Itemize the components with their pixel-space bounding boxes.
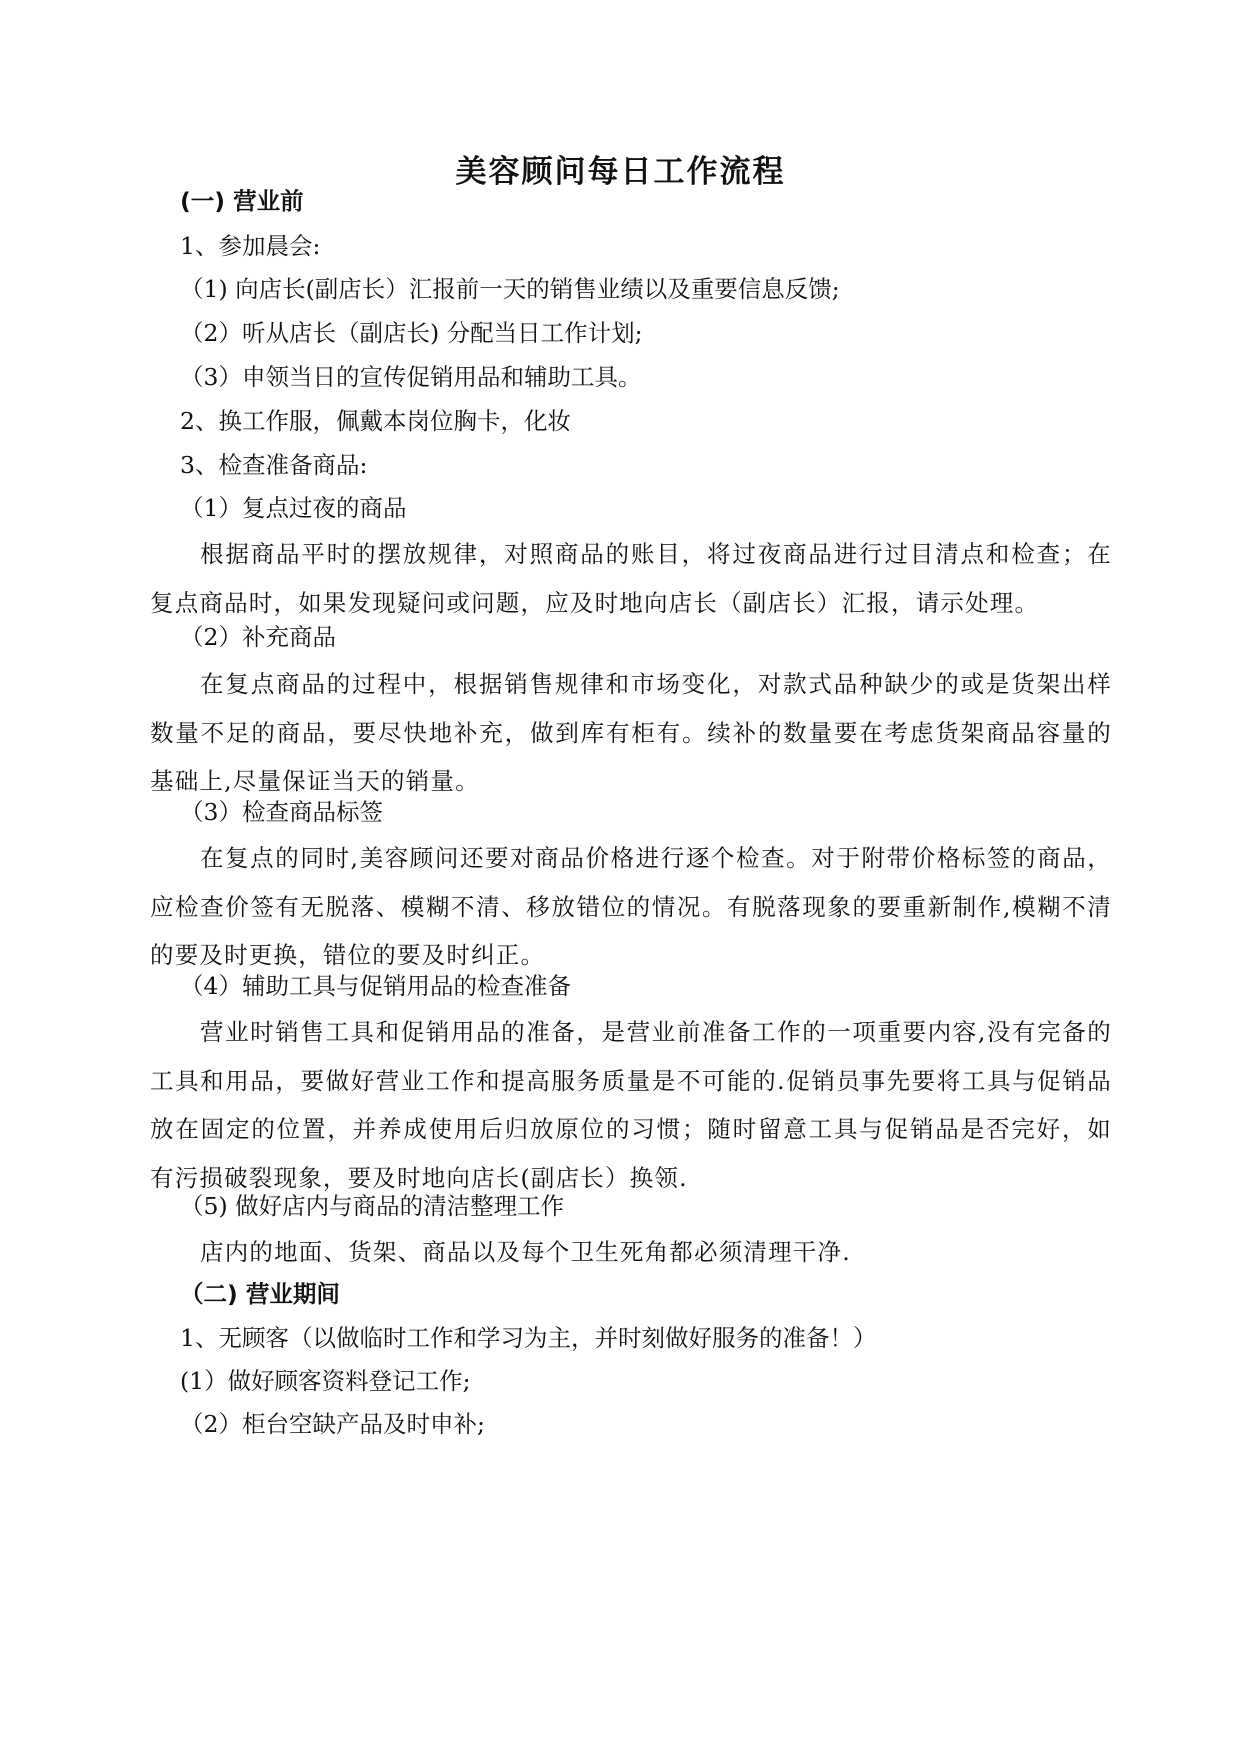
item-work-plan: （2）听从店长（副店长) 分配当日工作计划;: [180, 319, 643, 347]
paragraph-cleaning: 店内的地面、货架、商品以及每个卫生死角都必须清理干净.: [200, 1238, 851, 1266]
item-morning-meeting: 1、参加晨会:: [180, 232, 321, 260]
page-title: 美容顾问每日工作流程: [455, 154, 786, 190]
item-no-customers: 1、无顾客（以做临时工作和学习为主，并时刻做好服务的准备！）: [180, 1324, 877, 1352]
paragraph-tools: 营业时销售工具和促销用品的准备，是营业前准备工作的一项重要内容,没有完备的工具和用品，要做好营业工作和提高服务质量是不可能的.促销员事先要将工具与促销品放在固定的位置，并养成使用后归放原位的习惯；随时留意工具与促销品是否完好，如有污损破裂现象，要及时地向店长(副店长）换领.: [150, 1018, 1112, 1192]
section-heading-before-business: (一) 营业前: [180, 187, 304, 215]
sub-heading-cleaning: （5) 做好店内与商品的清洁整理工作: [180, 1192, 565, 1220]
paragraph-labels: 在复点的同时,美容顾问还要对商品价格进行逐个检查。对于附带价格标签的商品，应检查价签有无脱落、模糊不清、移放错位的情况。有脱落现象的要重新制作,模糊不清的要及时更换，错位的要及时纠正。: [150, 844, 1112, 969]
item-uniform: 2、换工作服，佩戴本岗位胸卡，化妆: [180, 407, 571, 435]
sub-heading-labels: （3）检查商品标签: [180, 798, 383, 826]
item-restock-counter: （2）柜台空缺产品及时申补;: [180, 1410, 485, 1438]
item-report: （1) 向店长(副店长）汇报前一天的销售业绩以及重要信息反馈;: [180, 275, 840, 303]
item-check-goods: 3、检查准备商品:: [180, 451, 368, 479]
sub-heading-replenish: （2）补充商品: [180, 623, 336, 651]
paragraph-recount: 根据商品平时的摆放规律，对照商品的账目，将过夜商品进行过目清点和检查；在复点商品时，如果发现疑问或问题，应及时地向店长（副店长）汇报，请示处理。: [150, 540, 1112, 617]
section-heading-during-business: （二) 营业期间: [180, 1280, 340, 1308]
sub-heading-recount: （1）复点过夜的商品: [180, 494, 407, 522]
item-supplies: （3）申领当日的宣传促销用品和辅助工具。: [180, 363, 642, 391]
sub-heading-tools: （4）辅助工具与促销用品的检查准备: [180, 972, 571, 1000]
item-customer-records: (1）做好顾客资料登记工作;: [180, 1367, 471, 1395]
paragraph-replenish: 在复点商品的过程中，根据销售规律和市场变化，对款式品种缺少的或是货架出样数量不足的商品，要尽快地补充，做到库有柜有。续补的数量要在考虑货架商品容量的基础上,尽量保证当天的销量。: [150, 670, 1112, 795]
